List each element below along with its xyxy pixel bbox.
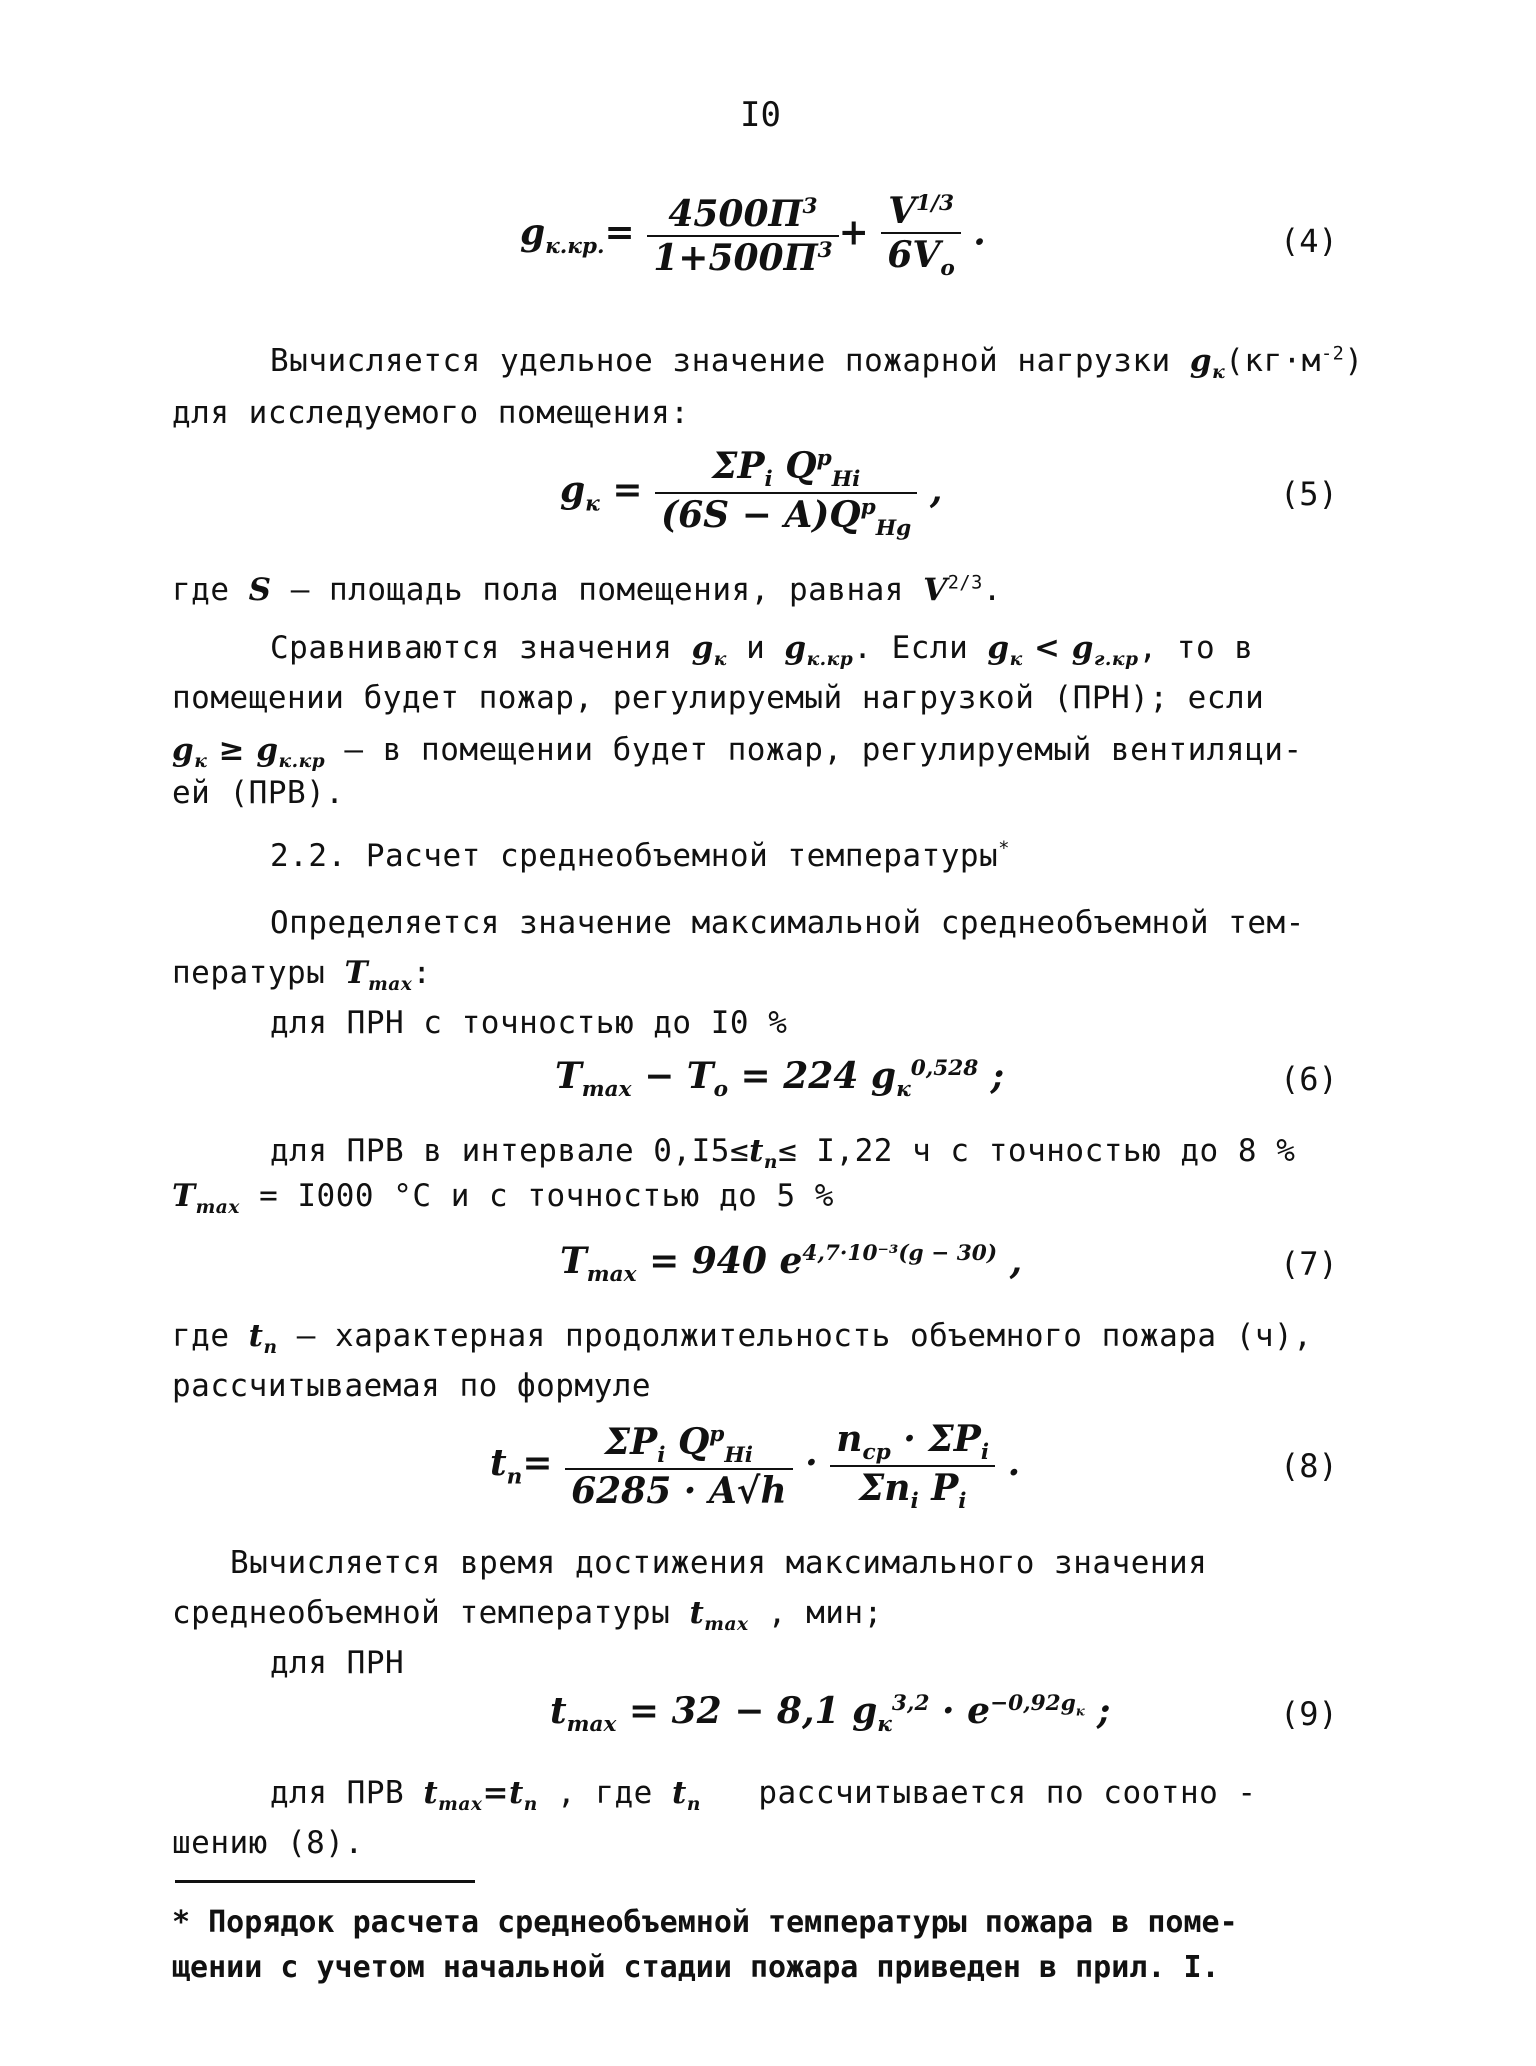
text-line: Определяется значение максимальной среднеобъемной тем- (270, 905, 1305, 941)
formula-4: $g_{к.кр.}=$ $\frac{4500П^3}{1+500П^3}$ + $\frac{V^{1/3}}{6V_o}$ . (520, 190, 986, 282)
formula-7-number: (7) (1280, 1245, 1338, 1283)
text-line: Сравниваются значения $g_к$ и $g_{к.кр}$. Если $g_к < g_{г.кр}$, то в (270, 630, 1254, 671)
section-heading: 2.2. Расчет среднеобъемной температуры* (270, 838, 1010, 874)
text-line: ей (ПРВ). (172, 775, 345, 811)
text-line: для ПРВ в интервале $0,I5\le t_п\le I,22$ ч с точностью до 8 % (270, 1133, 1296, 1174)
formula-4-number: (4) (1280, 222, 1338, 260)
formula-6-number: (6) (1280, 1060, 1338, 1098)
formula-8: $t_п=$ $\frac{\Sigma P_i Q^р_{Hi}}{6285 \cdot A√h}$ · $\frac{n_{ср} \cdot \Sigma P_i}{\Sigma n_i P_i}$ . (490, 1418, 1021, 1515)
text-line: для ПРВ $t_{max}=t_п$ , где $t_п$ рассчитывается по соотно - (270, 1775, 1257, 1816)
footnote: * Порядок расчета среднеобъемной температуры пожара в поме- (172, 1905, 1238, 1940)
formula-8-number: (8) (1280, 1447, 1338, 1485)
text-line: для исследуемого помещения: (172, 395, 690, 431)
text-line: Вычисляется время достижения максимального значения (230, 1545, 1208, 1581)
text-line: для ПРН (270, 1645, 405, 1681)
text-line: рассчитываемая по формуле (172, 1368, 652, 1404)
formula-5: $g_к$ = $\frac{\Sigma P_i Q^р_{Hi}}{(6S - A)Q^р_{Hg}}$ , (560, 445, 943, 542)
text-line: $T_{max} = I000$ °С и с точностью до 5 % (172, 1178, 834, 1219)
text-line: для ПРН с точностью до I0 % (270, 1005, 788, 1041)
footnote-divider (175, 1880, 475, 1883)
page-number: I0 (740, 95, 781, 135)
footnote: щении с учетом начальной стадии пожара приведен в прил. I. (172, 1950, 1220, 1985)
text-line: помещении будет пожар, регулируемый нагрузкой (ПРН); если (172, 680, 1265, 716)
text-line: пературы $T_{max}$: (172, 955, 432, 996)
text-line: среднеобъемной температуры $t_{max}$ , мин; (172, 1595, 883, 1636)
formula-9: $t_{max} = 32 - 8,1$ $g_к^{3,2} \cdot e^{-0,92g_к}$ ; (550, 1690, 1111, 1738)
text-line: где $t_п$ – характерная продолжительность объемного пожара (ч), (172, 1318, 1313, 1359)
text-line: $g_к \ge g_{к.кр} - в$ помещении будет пожар, регулируемый вентиляци- (172, 732, 1303, 773)
formula-5-number: (5) (1280, 475, 1338, 513)
formula-9-number: (9) (1280, 1695, 1338, 1733)
text-line: Вычисляется удельное значение пожарной нагрузки $g_к(кг\cdot м^{-2})$ (270, 343, 1364, 384)
text-line: где S – площадь пола помещения, равная $V^{2/3}$. (172, 572, 1002, 608)
formula-6: $T_{max} - T_o = 224$ $g_к^{0,528}$ ; (555, 1055, 1005, 1103)
formula-7: $T_{max} = 940$ $e^{4,7\cdot 10^{-3}(g - 30)}$ , (560, 1240, 1023, 1288)
text-line: шению (8). (172, 1825, 364, 1861)
